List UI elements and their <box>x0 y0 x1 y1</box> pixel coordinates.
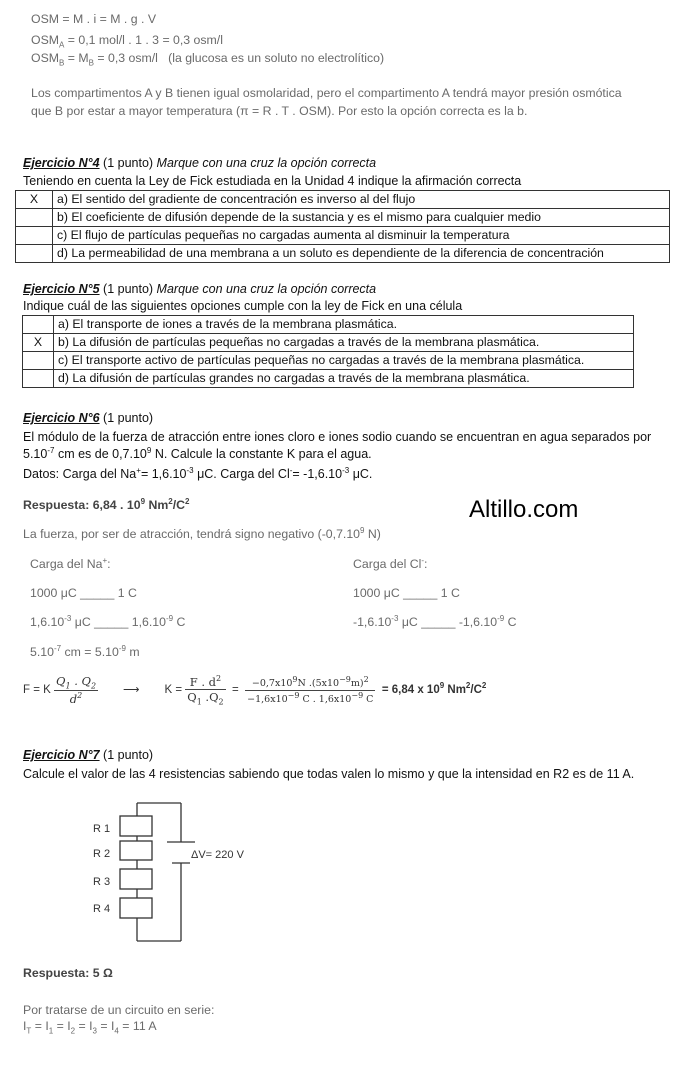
ej5-heading <box>23 282 376 296</box>
ej6-note: La fuerza, por ser de atracción, tendrá signo negativo (-0,7.10$^9$ N) <box>23 526 381 542</box>
ej6-title: Ejercicio N°6 <box>23 411 100 425</box>
ej5-prompt: Indique cuál de las siguientes opciones cumple con la ley de Fick en una célula <box>23 299 463 313</box>
ej5-points: (1 punto) <box>99 282 157 296</box>
osm-paragraph-1: Los compartimentos A y B tienen igual osmolaridad, pero el compartimento A tendrá mayor presión osmótica <box>31 86 622 100</box>
resistor-r4 <box>120 898 152 918</box>
ej7-title: Ejercicio N°7 <box>23 748 100 762</box>
ej5-option-c-text: c) El transporte activo de partículas pequeñas no cargadas a través de la membrana plasmática. <box>54 352 634 370</box>
ej4-instruction: Marque con una cruz la opción correcta <box>156 156 377 170</box>
ej5-mark-c[interactable] <box>23 352 54 370</box>
ej5-option-b-text: b) La difusión de partículas pequeñas no cargadas a través de la membrana plasmática. <box>54 334 634 352</box>
ej6-prompt-1: El módulo de la fuerza de atracción entre iones cloro e iones sodio cuando se encuentran en agua separados por <box>23 430 652 444</box>
ej6-na-1: 1000 μC _____ 1 C <box>30 586 137 600</box>
ej4-option-d-text: d) La permeabilidad de una membrana a un soluto es dependiente de la diferencia de concentración <box>53 245 670 263</box>
ej4-option-c-text: c) El flujo de partículas pequeñas no cargadas aumenta al disminuir la temperatura <box>53 227 670 245</box>
ej4-option-c[interactable] <box>16 227 670 245</box>
ej5-instruction: Marque con una cruz la opción correcta <box>156 282 377 296</box>
ej6-prompt-2: $5.10^{-7}$ cm es de 0,7.10$^9$ N. Calcule la constante K para el agua. <box>23 446 372 462</box>
ej4-options-table <box>15 190 670 263</box>
ej5-option-b[interactable] <box>23 334 634 352</box>
ej5-option-d-text: d) La difusión de partículas grandes no cargadas a través de la membrana plasmática. <box>54 370 634 388</box>
ej7-prompt: Calcule el valor de las 4 resistencias sabiendo que todas valen lo mismo y que la intensidad en R2 es de 11 A. <box>23 767 635 781</box>
ej5-mark-d[interactable] <box>23 370 54 388</box>
label-r2: R 2 <box>93 848 111 860</box>
ej5-mark-a[interactable] <box>23 316 54 334</box>
ej7-points: (1 punto) <box>99 748 154 762</box>
ej7-heading <box>23 748 153 762</box>
ej4-mark-b[interactable] <box>16 209 53 227</box>
ej4-mark-a[interactable]: X <box>16 191 53 209</box>
ej6-datos: Datos: Carga del $Na^+= 1,6.10^{-3}$ μC. Carga del $Cl^-= -1,6.10^{-3}$ μC. <box>23 466 373 482</box>
ej4-mark-d[interactable] <box>16 245 53 263</box>
ej7-answer: Respuesta: 5 Ω <box>23 966 113 980</box>
resistor-r3 <box>120 869 152 889</box>
ej6-na-2: $1,6.10^{-3}$ μC _____ $1,6.10^{-9}$ C <box>30 614 186 630</box>
ej6-distance: $5.10^{-7}$ cm = $5.10^{-9}$ m <box>30 644 140 660</box>
label-r1: R 1 <box>93 823 111 835</box>
ej6-cl-1: 1000 μC _____ 1 C <box>353 586 460 600</box>
osm-b: $OSM_B = M_B = 0,3$ osm/l (la glucosa es un soluto no electrolítico) <box>31 51 385 68</box>
ej4-option-b[interactable] <box>16 209 670 227</box>
ej6-formula: F = K $\frac{Q_1 . Q_2}{d^2}$ ⟶ K = $\frac{F . d^2}{Q_1 .Q_2}$ = $\frac{-0,7x10^9N .(5x10^{-9}m)^2}{-1,6x10^{-9} C . 1,6x10^{-9} C}$ = 6,84 x $10^9$ $Nm^2/C^2$ <box>23 674 487 707</box>
osm-formula-text: OSM = M . i = M . g . V <box>31 12 157 26</box>
ej6-na-head: Carga del Na+: <box>30 556 111 572</box>
ej6-cl-head: Carga del Cl-: <box>353 556 428 572</box>
resistor-r2 <box>120 841 152 860</box>
ej5-option-c[interactable] <box>23 352 634 370</box>
ej4-option-b-text: b) El coeficiente de difusión depende de la sustancia y es el mismo para cualquier medio <box>53 209 670 227</box>
ej5-title: Ejercicio N°5 <box>23 282 100 296</box>
ej4-option-a-text: a) El sentido del gradiente de concentración es inverso al del flujo <box>53 191 670 209</box>
ej5-mark-b[interactable]: X <box>23 334 54 352</box>
resistor-r1 <box>120 816 152 836</box>
ej5-option-a-text: a) El transporte de iones a través de la membrana plasmática. <box>54 316 634 334</box>
ej4-option-d[interactable] <box>16 245 670 263</box>
ej6-answer: Respuesta: 6,84 . $10^9$ $Nm^2/C^2$ <box>23 497 190 513</box>
ej6-cl-2: $-1,6.10^{-3}$ μC _____ $-1,6.10^{-9}$ C <box>353 614 517 630</box>
label-r4: R 4 <box>93 903 111 915</box>
ej5-option-a[interactable] <box>23 316 634 334</box>
ej4-title: Ejercicio N°4 <box>23 156 100 170</box>
ej6-points: (1 punto) <box>99 411 154 425</box>
ej4-mark-c[interactable] <box>16 227 53 245</box>
osm-paragraph-2: que B por estar a mayor temperatura (π = R . T . OSM). Por esto la opción correcta es la b. <box>31 104 528 118</box>
osm-formula <box>31 12 156 26</box>
ej6-heading <box>23 411 153 425</box>
ej7-currents: $I_T = I_1 = I_2 = I_3 = I_4 = 11$ A <box>23 1019 157 1036</box>
ej5-options-table <box>22 315 634 388</box>
watermark-logo: Altillo.com <box>469 496 579 523</box>
ej4-heading <box>23 156 376 170</box>
ej7-explain: Por tratarse de un circuito en serie: <box>23 1003 215 1017</box>
osm-a: $OSM_A = 0,1$ mol/l . 1 . 3 = 0,3 osm/l <box>31 33 223 50</box>
label-r3: R 3 <box>93 876 111 888</box>
ej4-points: (1 punto) <box>99 156 157 170</box>
voltage-label: ΔV= 220 V <box>191 849 244 861</box>
ej4-option-a[interactable] <box>16 191 670 209</box>
ej5-option-d[interactable] <box>23 370 634 388</box>
ej4-prompt: Teniendo en cuenta la Ley de Fick estudiada en la Unidad 4 indique la afirmación correcta <box>23 174 522 188</box>
